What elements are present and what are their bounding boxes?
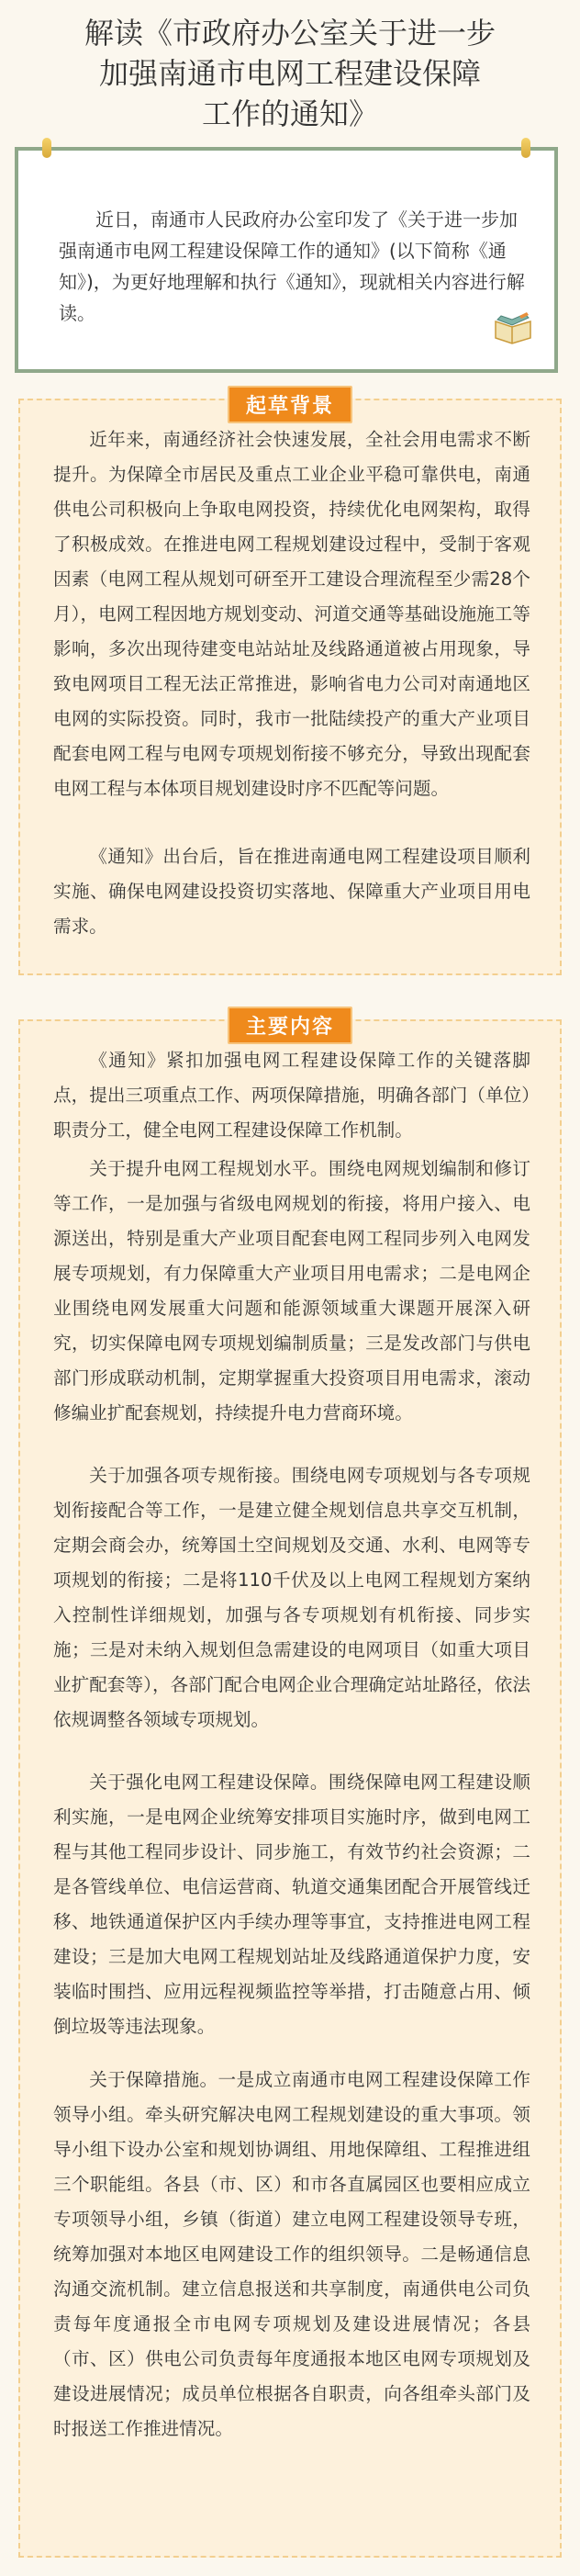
background-paragraph-2: 《通知》出台后，旨在推进南通电网工程建设项目顺利实施、确保电网建设投资切实落地、保障重大产业项目用电需求。 <box>53 846 530 937</box>
content-paragraph-4: 关于强化电网工程建设保障。围绕保障电网工程建设顺利实施，一是电网企业统筹安排项目实施时序，做到电网工程与其他工程同步设计、同步施工，有效节约社会资源；二是各管线单位、电信运营商、轨道交通集团配合开展管线迁移、地铁通道保护区内手续办理等事宜，支持推进电网工程建设；三是加大电网工程规划站址及线路通道保护力度，安装临时围挡、应用远程视频监控等举措，打击随意占用、倾倒垃圾等违法现象。 <box>53 1772 530 2037</box>
content-paragraph-2: 关于提升电网工程规划水平。围绕电网规划编制和修订等工作，一是加强与省级电网规划的衔接，将用户接入、电源送出，特别是重大产业项目配套电网工程同步列入电网发展专项规划，有力保障重大产业项目用电需求；二是电网企业围绕电网发展重大问题和能源领域重大课题开展深入研究，切实保障电网专项规划编制质量；三是发改部门与供电部门形成联动机制，定期掌握重大投资项目用电需求，滚动修编业扩配套规划，持续提升电力营商环境。 <box>53 1158 530 1423</box>
page-title-line-3: 工作的通知》 <box>201 96 378 131</box>
section-background <box>18 395 562 975</box>
book-icon <box>492 310 534 347</box>
page-title <box>0 13 580 134</box>
background-paragraph-1: 近年来，南通经济社会快速发展，全社会用电需求不断提升。为保障全市居民及重点工业企业平稳可靠供电，南通供电公司积极向上争取电网投资，持续优化电网架构，取得了积极成效。在推进电网工程规划建设过程中，受制于客观因素（电网工程从规划可研至开工建设合理流程至少需28个月），电网工程因地方规划变动、河道交通等基础设施施工等影响，多次出现待建变电站站址及线路通道被占用现象，导致电网项目工程无法正常推进，影响省电力公司对南通地区电网的实际投资。同时，我市一批陆续投产的重大产业项目配套电网工程与电网专项规划衔接不够充分，导致出现配套电网工程与本体项目规划建设时序不匹配等问题。 <box>53 429 530 799</box>
intro-text: 近日，南通市人民政府办公室印发了《关于进一步加强南通市电网工程建设保障工作的通知》(以下简称《通知》)，为更好地理解和执行《通知》，现就相关内容进行解读。 <box>59 208 525 324</box>
pin-icon <box>521 138 530 158</box>
page-title-line-1: 解读《市政府办公室关于进一步 <box>84 16 496 51</box>
section-heading-content: 主要内容 <box>228 1007 352 1044</box>
section-heading-background: 起草背景 <box>228 386 352 423</box>
intro-box <box>15 147 558 373</box>
content-paragraph-5: 关于保障措施。一是成立南通市电网工程建设保障工作领导小组。牵头研究解决电网工程规划建设的重大事项。领导小组下设办公室和规划协调组、用地保障组、工程推进组三个职能组。各县（市、区）和市各直属园区也要相应成立专项领导小组，乡镇（街道）建立电网工程建设领导专班，统筹加强对本地区电网建设工作的组织领导。二是畅通信息沟通交流机制。建立信息报送和共享制度，南通供电公司负责每年度通报全市电网专项规划及建设进展情况；各县（市、区）供电公司负责每年度通报本地区电网专项规划及建设进展情况；成员单位根据各自职责，向各组牵头部门及时报送工作推进情况。 <box>53 2069 530 2439</box>
content-paragraph-3: 关于加强各项专规衔接。围绕电网专项规划与各专项规划衔接配合等工作，一是建立健全规划信息共享交互机制，定期会商会办，统筹国土空间规划及交通、水利、电网等专项规划的衔接；二是将110千伏及以上电网工程规划方案纳入控制性详细规划，加强与各专项规划有机衔接、同步实施；三是对未纳入规划但急需建设的电网项目（如重大项目业扩配套等），各部门配合电网企业合理确定站址路径，依法依规调整各领域专项规划。 <box>53 1465 530 1730</box>
content-paragraph-1: 《通知》紧扣加强电网工程建设保障工作的关键落脚点，提出三项重点工作、两项保障措施，明确各部门（单位）职责分工，健全电网工程建设保障工作机制。 <box>53 1050 530 1141</box>
pin-icon <box>42 138 51 158</box>
page-title-line-2: 加强南通市电网工程建设保障 <box>98 56 481 91</box>
section-content <box>18 1016 562 2558</box>
